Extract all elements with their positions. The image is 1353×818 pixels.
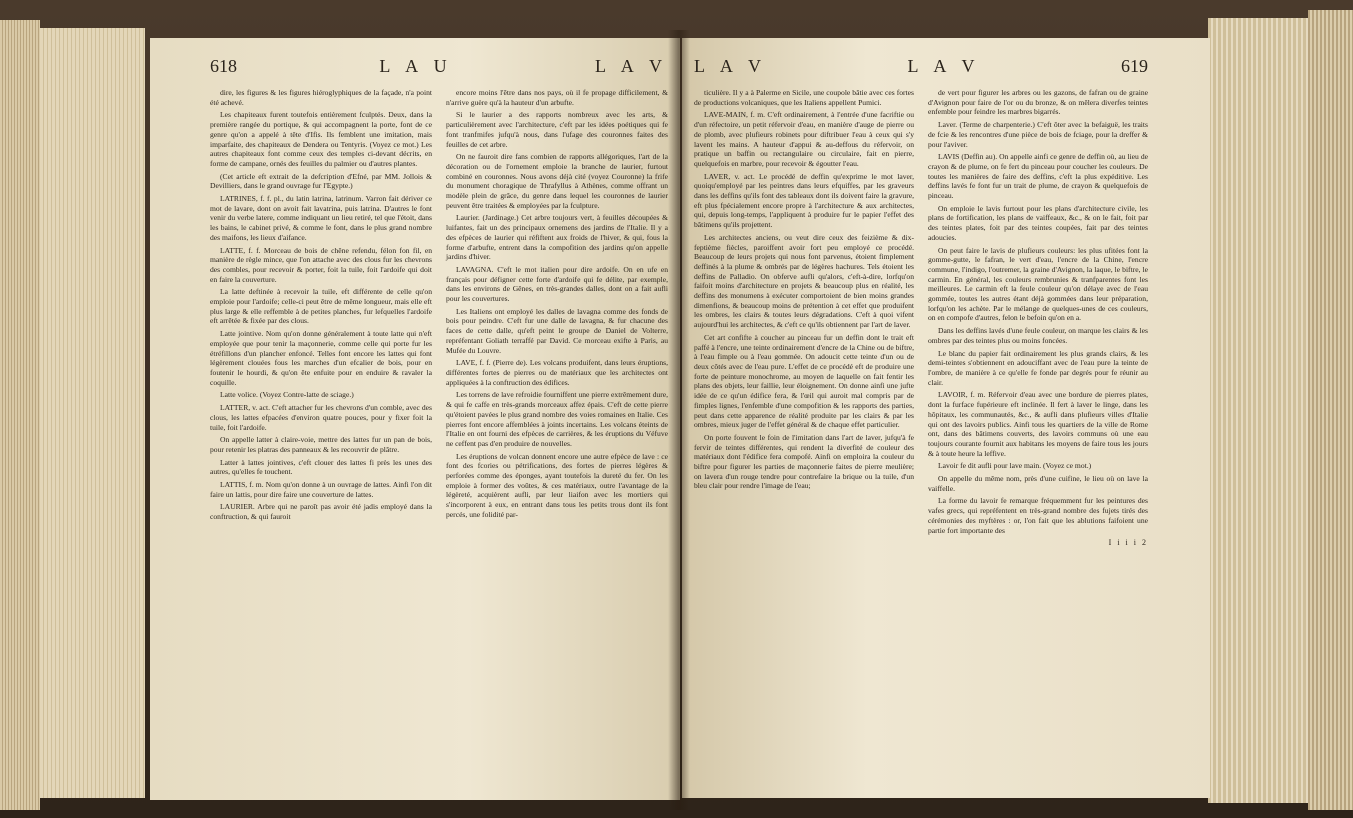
paragraph: Latte volice. (Voyez Contre-latte de sciage.) xyxy=(220,390,354,400)
right-page xyxy=(682,38,1210,798)
paragraph: ticulière. Il y a à Palerme en Sicile, une coupole bâtie avec ces fortes de productions volcaniques, que les Italiens appellent Pumici. xyxy=(694,88,914,107)
paragraph: Laurier. (Jardinage.) Cet arbre toujours vert, à feuilles découpées & luifantes, fait un des principaux ornemens des jardins de l'Italie. Il y a des efpèces de laurier qui réfiftent aux froids de l'hiver, & qui, fous la forme d'arbufte, entrent dans la compofition des jardins qu'on appelle jardins d'hiver. xyxy=(446,213,668,262)
paragraph: On appelle du même nom, près d'une cuifine, le lieu où on lave la vaiffelle. xyxy=(928,474,1148,493)
paragraph: LATRINES, f. f. pl., du latin latrina, latrinum. Varron fait dériver ce mot de lavare, dont on avoit fait lavatrina, puis latrina. D'autres le font venir du verbe latere, comme indiquant un lieu retiré, tel que l'étoit, dans les bains, le cabinet privé, & comme le font, dans le plus grand nombre des maifons, les lieux d'aifance. xyxy=(210,194,432,242)
paragraph: LATTER, v. act. C'eft attacher fur les chevrons d'un comble, avec des clous, les lattes efpacées d'environ quatre pouces, pour y fixer foit la tuile, foit l'ardoife. xyxy=(210,403,432,432)
paragraph: LATTIS, f. m. Nom qu'on donne à un ouvrage de lattes. Ainfi l'on dit faire un lattis, pour dire faire une couverture de lattes. xyxy=(210,480,432,499)
paragraph: Laver. (Terme de charpenterie.) C'eft ôter avec la befaiguë, les traits de fcie & les rencontres d'une pièce de bois de fciage, pour la dreffer & pour l'aviver. xyxy=(928,120,1148,149)
paragraph: de vert pour figurer les arbres ou les gazons, de fafran ou de graine d'Avignon pour faire de l'or ou du bronze, & on mêlera diverfes teintes enfemble pour feindre les marbres bigarrés. xyxy=(928,88,1148,117)
header-left: L A U xyxy=(379,56,453,76)
paragraph: Latte jointive. Nom qu'on donne généralement à toute latte qui n'eft employée que pour tenir la maçonnerie, comme celle qui porte fur les étréfillons d'un plancher enfoncé. Telles font encore les lattes qui font légèrement clouées fous les marches d'un efcalier de bois, pour en foutenir le hourdi, & qu'on ête enfuite pour en enduire & ravaler la coquille. xyxy=(210,329,432,387)
paragraph: La latte deftinée à recevoir la tuile, eft différente de celle qu'on emploie pour l'ardoife; celle-ci peut être de même longueur, mais elle eft plus large & elle reffemble à de petites planches, fur lefquelles l'ardoife eft arrêtée & fixée par des clous. xyxy=(210,287,432,326)
paragraph: Dans les deffins lavés d'une feule couleur, on marque les clairs & les ombres par des teintes plus ou moins foncées. xyxy=(928,326,1148,345)
paragraph: La forme du lavoir fe remarque fréquemment fur les peintures des vafes grecs, qui repréfentent en très-grand nombre des fujets tirés des cérémonies des myftères : or, l'on fait que les ablutions faifoient une partie fort importante des xyxy=(928,496,1148,535)
paragraph: LAVER, v. act. Le procédé de deffin qu'exprime le mot laver, quoiqu'employé par les peintres dans leurs efquiffes, par les graveurs dans les deffins qu'ils font des tableaux dont ils doivent faire la gravure, eft plus fpécialement encore propre à l'architecture & aux architectes, qui, depuis long-temps, l'appliquent à produire fur le papier l'effet des bâtimens qu'ils projettent. xyxy=(694,171,914,230)
paragraph: Latter à lattes jointives, c'eft clouer des lattes fi près les unes des autres, qu'elles fe touchent. xyxy=(210,457,432,477)
paragraph: Cet art confifte à coucher au pinceau fur un deffin dont le trait eft paffé à l'encre, une teinte ordinairement d'encre de la Chine ou de biftre, à l'eau fimple ou à l'eau gommée. On adoucit cette teinte d'un ou de deux côtés avec de l'eau pure. L'effet de ce procédé eft de produire une forte de peinture monochrome, au moyen de laquelle on fait fentir les plans des objets, leur faillie, leur éloignement. On donne ainfi une jufte idée de ce qu'un édifice fera, & l'œil qui auroit mal compris par de fimples lignes, l'enfemble d'une compofition & les rapports des parties, peut dans cette apparence de réalité produite par les clairs & par les ombres, mieux juger de l'effet général & de chaque effet particulier. xyxy=(694,332,914,430)
paragraph: LAVIS (Deffin au). On appelle ainfi ce genre de deffin où, au lieu de crayon & de plume, on fe fert du pinceau pour coucher les couleurs. De toutes les manières de faire des deffins, c'eft la plus expéditive. Les deffins lavés fe font fur un trait de plume, de crayon & quelquefois de pinceau. xyxy=(928,152,1148,201)
book-gutter xyxy=(668,30,690,810)
paragraph: Si le laurier a des rapports nombreux avec les arts, & particulièrement avec l'architecture, c'eft par les idées poétiques qui fe font tranfmifes jufqu'à nous, dans l'ufage des couronnes faites des feuilles de cet arbre. xyxy=(446,110,668,149)
text-column-1 xyxy=(210,88,432,525)
paragraph: encore moins l'être dans nos pays, où il fe propage difficilement, & n'arrive guère qu'à la hauteur d'un arbufte. xyxy=(446,88,668,107)
paragraph: On emploie le lavis furtout pour les plans d'architecture civile, les plans de fortification, les plans de vaiffeaux, &c., & on le fait, foit par des teintes plates, foit par des teintes coupées, fait par des teintes adoucies. xyxy=(928,203,1148,242)
paragraph: (Cet article eft extrait de la defcription d'Efné, par MM. Jollois & Devilliers, dans le grand ouvrage fur l'Egypte.) xyxy=(210,171,432,191)
paragraph: LAVE, f. f. (Pierre de). Les volcans produifent, dans leurs éruptions, différentes fortes de pierres ou de matériaux que les architectes ont appliquées à la conftruction des édifices. xyxy=(446,358,668,387)
left-page xyxy=(150,38,680,800)
text-column-2 xyxy=(928,88,1148,548)
header-right: L A V xyxy=(907,56,981,76)
header-left: L A V xyxy=(694,56,768,76)
paragraph: Lavoir fe dit aufli pour lave main. (Voyez ce mot.) xyxy=(938,461,1092,471)
running-head xyxy=(210,56,668,82)
paragraph: On peut faire le lavis de plufieurs couleurs: les plus ufitées font la gomme-gutte, le fafran, le vert d'eau, l'encre de la Chine, l'encre commune, l'indigo, l'outremer, la graine d'Avignon, la laque, le biftre, le carmin. En général, les couleurs rembrunies & tranfparentes font les meilleures. Le carmin eft la feule couleur qu'on délaye avec de l'eau gommée, toutes les autres étant déjà gommées dans leur préparation, lorfqu'on les achète. Par le mélange de quelques-unes de ces couleurs, on en compofe d'autres, felon le befoin qu'on en a. xyxy=(928,245,1148,323)
paragraph: LAURIER. Arbre qui ne paroît pas avoir été jadis employé dans la conftruction, & qui fauroit xyxy=(210,502,432,522)
paragraph: Les éruptions de volcan donnent encore une autre efpèce de lave : ce font des fcories ou pétrifications, des fortes de pierres légères & perforées comme des éponges, ayant toutefois la dureté du fer. On les emploie à former des voûtes, & ces matériaux, outre l'avantage de la légèreté, acquièrent aufli, par leur liaifon avec les mortiers qui s'incorporent à eux, en entrant dans tous les petits trous dont ils font percés, une folidité par- xyxy=(446,451,668,519)
signature-mark: I i i i 2 xyxy=(1108,538,1148,548)
paragraph: Les architectes anciens, ou veut dire ceux des feizième & dix-feptième fiècles, paroiffent avoir fort peu employé ce procédé. Beaucoup de leurs projets qui nous font parvenus, étoient fimplement deffinés à la plume & ombrés par de légères hachures. Tels étoient les deffins de Palladio. On obferve aufli qu'alors, c'eft-à-dire, lorfqu'on faifoit moins d'architecture en projets & beaucoup plus en réalité, les deffins des monumens à exécuter comportoient de bien moins grandes dimenfions, & beaucoup moins de prétention à cet effet que produifent les ombres, les clairs & toutes leurs dégradations. C'eft à quoi vifent aujourd'hui les architectes, & c'eft ce qu'ils obtiennent par l'art de laver. xyxy=(694,232,914,330)
running-head xyxy=(694,56,1148,82)
text-column-1 xyxy=(694,88,914,548)
paragraph: On appelle latter à claire-voie, mettre des lattes fur un pan de bois, pour retenir les platras des panneaux & les recouvrir de plâtre. xyxy=(210,435,432,454)
paragraph: Le blanc du papier fait ordinairement les plus grands clairs, & les demi-teintes s'obtiennent en adouciffant avec de l'eau pure la teinte de l'ombre, de manière à ce qu'elle fe fonde par degrés pour fe réunir au clair. xyxy=(928,348,1148,387)
right-page-stack xyxy=(1208,18,1308,803)
paragraph: dire, les figures & les figures hiéroglyphiques de la façade, n'a point été achevé. xyxy=(210,88,432,107)
paragraph: On porte fouvent le foin de l'imitation dans l'art de laver, jufqu'à fe fervir de teintes différentes, qui rendent la diverfité de couleur des matériaux dont l'édifice fera compofé. Ainfi on emploira la couleur du biftre pour figurer les parties de maçonnerie faites de pierre meulière; on lavera d'un rouge tendre pour contrefaire la brique ou la tuile, d'un bleu clair pour rendre l'image de l'eau; xyxy=(694,432,914,491)
paragraph: LATTE, f. f. Morceau de bois de chêne refendu, félon fon fil, en manière de règle mince, que l'on attache avec des clous fur les chevrons des combles, pour recevoir & porter, foit la tuile, foit l'ardoife qui doit en faire la couverture. xyxy=(210,245,432,284)
page-number: 618 xyxy=(210,56,237,76)
paragraph: LAVE-MAIN, f. m. C'eft ordinairement, à l'entrée d'une facriftie ou d'un réfectoire, un petit réfervoir d'eau, en manière d'auge de pierre ou de plomb, avec plufieurs robinets pour diftribuer l'eau à ceux qui s'y lavent les mains. A hauteur d'appui & au-deffous du réfervoir, on pratique un baffin ou rectangulaire ou circulaire, fait en pierre, quelquefois en marbre, pour recevoir & égoutter l'eau. xyxy=(694,110,914,168)
right-page-edges xyxy=(1308,10,1353,810)
text-column-2 xyxy=(446,88,668,525)
paragraph: Les torrens de lave refroidie fourniffent une pierre extrêmement dure, & qui fe caffe en très-grands morceaux affez épais. C'eft de cette pierre qu'étoient pavées le plus grand nombre des voies romaines en Italie. Ces pierres font encore affemblées à joints incertains. Les volcans éteints de l'Italie en ont fourni des efpèces de carrières, & les éruptions du Véfuve ne ceffent pas d'en produire de nouvelles. xyxy=(446,390,668,448)
left-page-edges xyxy=(0,20,40,810)
left-page-stack xyxy=(40,28,145,798)
paragraph: LAVAGNA. C'eft le mot italien pour dire ardoife. On en ufe en français pour défigner cette forte d'ardoife qui fe délite, par exemple, dans les environs de Gênes, en très-grandes dalles, dont on a fait aufli pour les couvertures. xyxy=(446,264,668,304)
paragraph: LAVOIR, f. m. Réfervoir d'eau avec une bordure de pierres plates, dont la furface fupérieure eft inclinée. Il fert à laver le linge, dans les hôpitaux, les communautés, &c., & aufli dans plufieurs villes d'Italie qui ont des lavoirs publics. Ainfi tous les quartiers de la ville de Rome ont, dans des bâtimens couverts, des lavoirs communs où une eau toujours courante fournit aux habitans les moyens de faire tous les jours & à toute heure la leffive. xyxy=(928,390,1148,458)
paragraph: Les chapiteaux furent toutefois entièrement fculptés. Deux, dans la première rangée du portique, & qui accompagnent la porte, font de ce genre qu'on a appelé à tête d'Ifis. Ils femblent une imitation, mais imparfaite, des chapiteaux de Dendera ou Tentyris. (Voyez ce mot.) Les autres chapiteaux font comme ceux des temples ci-devant décrits, en forme de campane, ornés des feuilles du palmier ou d'autres plantes. xyxy=(210,110,432,168)
paragraph: On ne fauroit dire fans combien de rapports allégoriques, l'art de la décoration ou de l'ornement emploie la branche de laurier, furtout combiné en couronnes. Nous avons déjà cité (voyez Couronne) la frife du monument choragique de Thrafyllus à Athènes, comme offrant un modèle plein de grâce, du genre dans lequel les couronnes de laurier peuvent être traitées & employées par la fculpture. xyxy=(446,152,668,210)
page-number: 619 xyxy=(1121,56,1148,76)
paragraph: Les Italiens ont employé les dalles de lavagna comme des fonds de bois pour peindre. C'eft fur une dalle de lavagna, & fur chacune des faces de cette dalle, qu'eft peint le groupe de Daniel de Volterre, repréfentant Goliath terraffé par David. Ce morceau exifte à Paris, au Mufée du Louvre. xyxy=(446,306,668,355)
header-right: L A V xyxy=(594,56,668,76)
